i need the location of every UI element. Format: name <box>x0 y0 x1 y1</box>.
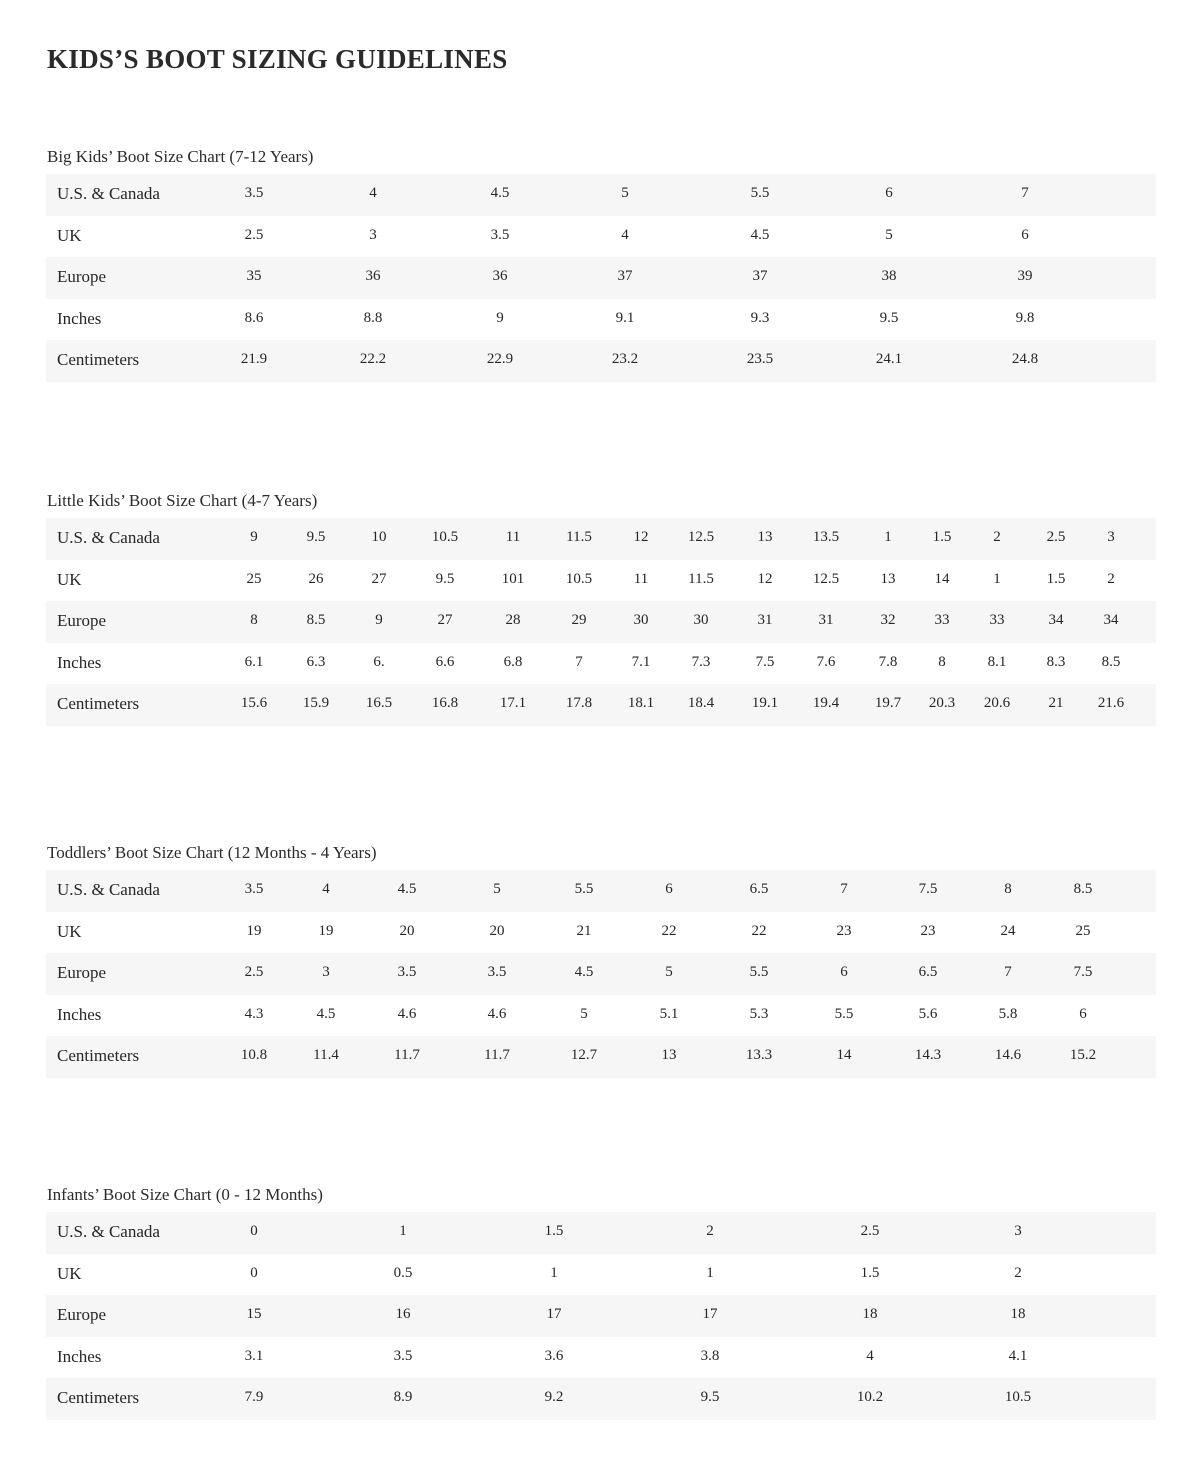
table-cell: 17 <box>546 1306 562 1322</box>
table-cell: 22.2 <box>359 351 387 367</box>
table-row <box>46 643 1156 685</box>
table-cell: 10.5 <box>431 529 459 545</box>
table-cell: 19.7 <box>874 695 902 711</box>
table-cell: 10.5 <box>1004 1389 1032 1405</box>
row-label: Inches <box>57 1346 102 1366</box>
table-cell: 9.5 <box>435 570 455 587</box>
table-cell: 20.3 <box>928 695 956 711</box>
table-cell: 4.1 <box>1008 1347 1028 1364</box>
table-cell: 19.4 <box>812 695 840 711</box>
table-cell: 5.5 <box>750 185 770 201</box>
table-cell: 4.5 <box>316 1005 336 1022</box>
table-cell: 16.5 <box>365 695 393 711</box>
table-cell: 3 <box>1107 529 1115 545</box>
table-cell: 11.7 <box>484 1047 510 1063</box>
row-label: Inches <box>57 1004 102 1024</box>
table-cell: 13.3 <box>745 1047 773 1063</box>
page-title: KIDS’S BOOT SIZING GUIDELINES <box>47 44 508 74</box>
infants-size-table <box>46 1212 1156 1420</box>
table-cell: 7.8 <box>878 653 898 670</box>
table-cell: 31 <box>818 612 834 628</box>
table-cell: 36 <box>365 268 381 284</box>
table-row <box>46 299 1156 341</box>
table-cell: 25 <box>1075 922 1091 939</box>
table-cell: 14 <box>836 1047 852 1063</box>
table-cell: 9.8 <box>1015 309 1035 326</box>
table-cell: 18.4 <box>687 695 715 711</box>
table-cell: 4.5 <box>397 881 417 897</box>
table-cell: 3.5 <box>397 964 417 980</box>
table-cell: 7 <box>1021 185 1029 201</box>
table-cell: 12.7 <box>570 1047 598 1063</box>
table-cell: 2.5 <box>860 1223 880 1239</box>
table-cell: 20 <box>399 922 415 939</box>
table-cell: 6 <box>840 964 848 980</box>
table-row <box>46 518 1156 560</box>
table-cell: 3.5 <box>244 881 264 897</box>
row-label: UK <box>57 569 82 589</box>
table-row <box>46 953 1156 995</box>
table-cell: 15.6 <box>240 695 268 711</box>
table-cell: 38 <box>881 268 897 284</box>
table-cell: 3.1 <box>244 1347 264 1364</box>
table-row <box>46 1337 1156 1379</box>
table-cell: 29 <box>571 612 587 628</box>
table-cell: 4.5 <box>750 226 770 243</box>
row-label: UK <box>57 921 82 941</box>
row-label: Centimeters <box>57 694 140 713</box>
table-cell: 3.5 <box>393 1347 413 1364</box>
table-cell: 10.5 <box>565 570 593 587</box>
table-cell: 3.6 <box>544 1347 564 1364</box>
row-label: Europe <box>57 267 107 286</box>
table-row <box>46 684 1156 726</box>
table-cell: 0 <box>250 1264 258 1281</box>
table-row <box>46 560 1156 602</box>
table-cell: 17.1 <box>499 695 527 711</box>
table-cell: 11.4 <box>313 1047 339 1063</box>
table-cell: 22 <box>751 922 767 939</box>
row-label: U.S. & Canada <box>57 528 160 547</box>
infants-chart-title: Infants’ Boot Size Chart (0 - 12 Months) <box>47 1185 323 1204</box>
table-cell: 8.5 <box>306 612 326 628</box>
table-cell: 7.5 <box>1073 964 1093 980</box>
table-cell: 15.9 <box>302 695 330 711</box>
table-cell: 4 <box>866 1347 874 1364</box>
table-cell: 9.5 <box>306 529 326 545</box>
table-cell: 30 <box>693 612 709 628</box>
table-cell: 14.6 <box>994 1047 1022 1063</box>
table-cell: 37 <box>617 268 633 284</box>
table-cell: 6 <box>1021 226 1029 243</box>
table-cell: 7.6 <box>816 653 836 670</box>
table-row <box>46 1295 1156 1337</box>
table-cell: 4.6 <box>397 1005 417 1022</box>
table-cell: 11.5 <box>566 529 592 545</box>
table-cell: 16.8 <box>431 695 459 711</box>
table-cell: 0.5 <box>393 1264 413 1281</box>
table-cell: 19 <box>318 922 334 939</box>
big-kids-chart-title: Big Kids’ Boot Size Chart (7-12 Years) <box>47 147 314 166</box>
table-cell: 8 <box>250 612 258 628</box>
table-cell: 7.5 <box>755 653 775 670</box>
table-cell: 9.2 <box>544 1389 564 1405</box>
table-cell: 5.5 <box>749 964 769 980</box>
table-cell: 34 <box>1048 612 1064 628</box>
little-kids-chart-title: Little Kids’ Boot Size Chart (4-7 Years) <box>47 491 318 510</box>
row-label: Inches <box>57 308 102 328</box>
table-cell: 2.5 <box>244 964 264 980</box>
toddlers-size-table <box>46 870 1156 1078</box>
table-cell: 13 <box>880 570 896 587</box>
table-cell: 3.8 <box>700 1347 720 1364</box>
table-cell: 4.5 <box>490 185 510 201</box>
table-row <box>46 216 1156 258</box>
table-row <box>46 1254 1156 1296</box>
table-cell: 11.7 <box>394 1047 420 1063</box>
table-cell: 7 <box>1004 964 1012 980</box>
table-cell: 0 <box>250 1223 258 1239</box>
table-cell: 24.1 <box>875 351 903 367</box>
table-cell: 33 <box>989 612 1005 628</box>
table-cell: 17 <box>702 1306 718 1322</box>
table-cell: 22.9 <box>486 351 514 367</box>
toddlers-chart-title: Toddlers’ Boot Size Chart (12 Months - 4 Years) <box>47 843 377 862</box>
table-cell: 9 <box>496 309 504 326</box>
table-cell: 35 <box>246 268 262 284</box>
table-cell: 14.3 <box>914 1047 942 1063</box>
table-cell: 8.1 <box>987 653 1007 670</box>
table-cell: 3.5 <box>490 226 510 243</box>
table-row <box>46 1212 1156 1254</box>
table-cell: 13.5 <box>812 529 840 545</box>
table-cell: 11 <box>633 570 649 587</box>
table-cell: 11.5 <box>688 570 714 587</box>
table-cell: 27 <box>371 570 387 587</box>
table-cell: 4 <box>322 881 330 897</box>
table-cell: 5 <box>493 881 501 897</box>
table-cell: 3 <box>322 964 330 980</box>
table-cell: 1.5 <box>1046 570 1066 587</box>
table-cell: 4.5 <box>574 964 594 980</box>
table-row <box>46 174 1156 216</box>
table-cell: 8.6 <box>244 309 264 326</box>
table-cell: 31 <box>757 612 773 628</box>
table-cell: 2 <box>993 529 1001 545</box>
table-cell: 9.1 <box>615 309 635 326</box>
table-cell: 9.3 <box>750 309 770 326</box>
table-cell: 21.9 <box>240 351 268 367</box>
table-cell: 7 <box>840 881 848 897</box>
table-cell: 21.6 <box>1097 695 1125 711</box>
table-cell: 8.3 <box>1046 653 1066 670</box>
table-cell: 8.8 <box>363 309 383 326</box>
table-cell: 26 <box>308 570 324 587</box>
table-cell: 9.5 <box>879 309 899 326</box>
table-cell: 7 <box>575 653 583 670</box>
table-cell: 15 <box>246 1306 262 1322</box>
row-label: Centimeters <box>57 350 140 369</box>
table-cell: 6.6 <box>435 653 455 670</box>
table-cell: 3 <box>1014 1223 1022 1239</box>
table-cell: 20.6 <box>983 695 1011 711</box>
table-cell: 33 <box>934 612 950 628</box>
table-cell: 32 <box>880 612 896 628</box>
table-cell: 1 <box>884 529 892 545</box>
table-cell: 19.1 <box>751 695 779 711</box>
table-row <box>46 257 1156 299</box>
table-cell: 16 <box>395 1306 411 1322</box>
table-cell: 3.5 <box>244 185 264 201</box>
table-cell: 1 <box>399 1223 407 1239</box>
table-row <box>46 1036 1156 1078</box>
table-cell: 6 <box>1079 1005 1087 1022</box>
table-cell: 6. <box>373 653 385 670</box>
table-cell: 7.1 <box>631 653 651 670</box>
table-row <box>46 870 1156 912</box>
row-label: U.S. & Canada <box>57 1222 160 1241</box>
table-cell: 2.5 <box>244 226 264 243</box>
row-label: UK <box>57 225 82 245</box>
table-cell: 8.9 <box>393 1389 413 1405</box>
table-cell: 2 <box>1014 1264 1022 1281</box>
table-cell: 39 <box>1017 268 1033 284</box>
table-cell: 4.6 <box>487 1005 507 1022</box>
table-cell: 19 <box>246 922 262 939</box>
table-cell: 3.5 <box>487 964 507 980</box>
table-cell: 5.6 <box>918 1005 938 1022</box>
table-cell: 6.5 <box>918 964 938 980</box>
table-cell: 10 <box>371 529 387 545</box>
table-cell: 5 <box>885 226 893 243</box>
table-cell: 2 <box>706 1223 714 1239</box>
table-cell: 8 <box>938 653 946 670</box>
table-cell: 15.2 <box>1069 1047 1097 1063</box>
table-cell: 34 <box>1103 612 1119 628</box>
table-cell: 1 <box>706 1264 714 1281</box>
table-cell: 10.2 <box>856 1389 884 1405</box>
table-cell: 5 <box>621 185 629 201</box>
table-cell: 4 <box>621 226 629 243</box>
table-cell: 17.8 <box>565 695 593 711</box>
table-cell: 2.5 <box>1046 529 1066 545</box>
table-row <box>46 340 1156 382</box>
table-cell: 6 <box>665 881 673 897</box>
table-cell: 5 <box>665 964 673 980</box>
table-cell: 8 <box>1004 881 1012 897</box>
little-kids-size-table <box>46 518 1156 726</box>
table-cell: 23 <box>920 922 936 939</box>
table-cell: 4 <box>369 185 377 201</box>
table-cell: 5 <box>580 1005 588 1022</box>
table-cell: 24.8 <box>1011 351 1039 367</box>
table-cell: 6.3 <box>306 653 326 670</box>
table-cell: 12.5 <box>812 570 840 587</box>
table-cell: 7.5 <box>918 881 938 897</box>
table-cell: 6.1 <box>244 653 264 670</box>
table-row <box>46 601 1156 643</box>
table-cell: 37 <box>752 268 768 284</box>
table-cell: 23.2 <box>611 351 639 367</box>
table-cell: 9.5 <box>700 1389 720 1405</box>
table-cell: 14 <box>934 570 950 587</box>
table-cell: 12.5 <box>687 529 715 545</box>
row-label: U.S. & Canada <box>57 880 160 899</box>
table-cell: 4.3 <box>244 1005 264 1022</box>
table-cell: 23 <box>836 922 852 939</box>
row-label: Centimeters <box>57 1046 140 1065</box>
table-cell: 6.8 <box>503 653 523 670</box>
row-label: Europe <box>57 1305 107 1324</box>
table-cell: 1.5 <box>860 1264 880 1281</box>
table-cell: 5.3 <box>749 1005 769 1022</box>
table-cell: 18 <box>862 1306 878 1322</box>
table-cell: 1 <box>993 570 1001 587</box>
table-cell: 1 <box>550 1264 558 1281</box>
table-cell: 12 <box>633 529 649 545</box>
table-cell: 5.5 <box>834 1005 854 1022</box>
table-cell: 30 <box>633 612 649 628</box>
table-row <box>46 995 1156 1037</box>
table-cell: 8.5 <box>1101 653 1121 670</box>
table-cell: 9 <box>375 612 383 628</box>
table-cell: 18 <box>1010 1306 1026 1322</box>
table-cell: 13 <box>757 529 773 545</box>
table-cell: 22 <box>661 922 677 939</box>
big-kids-size-table <box>46 174 1156 382</box>
table-cell: 25 <box>246 570 262 587</box>
table-cell: 13 <box>661 1047 677 1063</box>
table-cell: 7.3 <box>691 653 711 670</box>
table-cell: 6 <box>885 185 893 201</box>
table-cell: 2 <box>1107 570 1115 587</box>
table-cell: 5.8 <box>998 1005 1018 1022</box>
table-cell: 101 <box>501 570 525 587</box>
table-cell: 27 <box>437 612 453 628</box>
table-cell: 36 <box>492 268 508 284</box>
table-cell: 28 <box>505 612 521 628</box>
table-cell: 1.5 <box>544 1223 564 1239</box>
table-cell: 11 <box>505 529 521 545</box>
table-cell: 5.5 <box>574 881 594 897</box>
table-cell: 10.8 <box>240 1047 268 1063</box>
table-cell: 24 <box>1000 922 1016 939</box>
table-cell: 5.1 <box>659 1005 679 1022</box>
table-cell: 9 <box>250 529 258 545</box>
table-cell: 6.5 <box>749 881 769 897</box>
table-cell: 7.9 <box>244 1389 264 1405</box>
table-cell: 18.1 <box>627 695 655 711</box>
table-cell: 3 <box>369 226 377 243</box>
table-cell: 12 <box>757 570 773 587</box>
row-label: Centimeters <box>57 1388 140 1407</box>
table-cell: 8.5 <box>1073 881 1093 897</box>
table-cell: 20 <box>489 922 505 939</box>
row-label: Europe <box>57 611 107 630</box>
table-cell: 21 <box>576 922 592 939</box>
table-cell: 23.5 <box>746 351 774 367</box>
row-label: Inches <box>57 652 102 672</box>
table-cell: 21 <box>1048 695 1064 711</box>
table-row <box>46 912 1156 954</box>
row-label: UK <box>57 1263 82 1283</box>
row-label: Europe <box>57 963 107 982</box>
table-cell: 1.5 <box>932 529 952 545</box>
row-label: U.S. & Canada <box>57 184 160 203</box>
table-row <box>46 1378 1156 1420</box>
